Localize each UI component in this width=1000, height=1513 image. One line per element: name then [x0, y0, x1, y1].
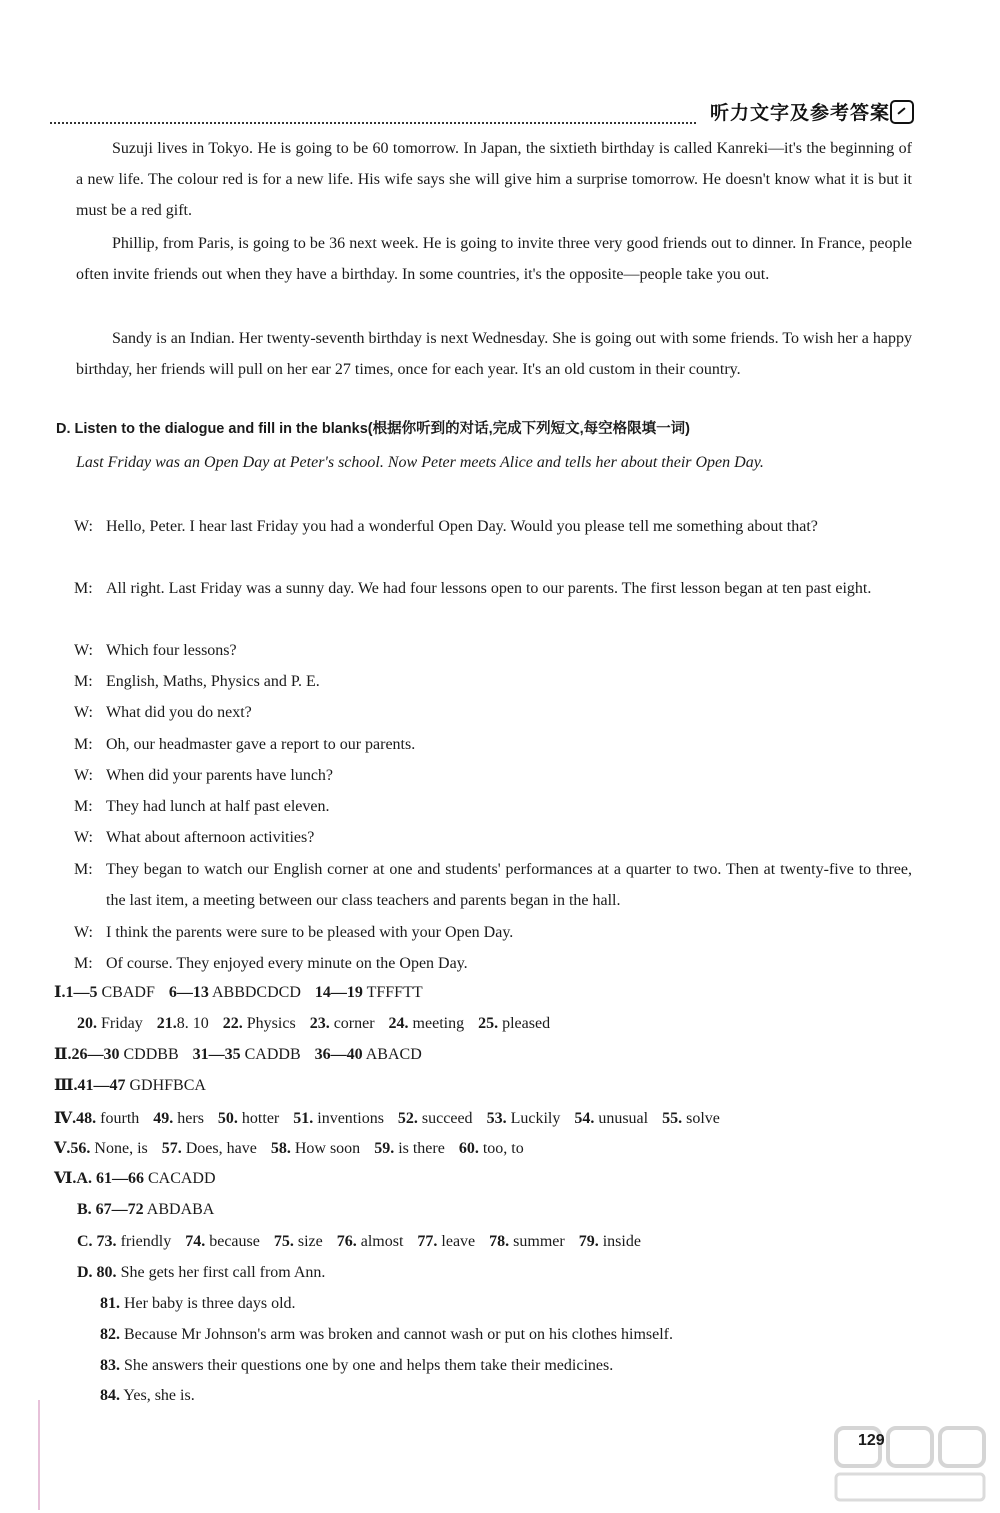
- answer-value: pleased: [502, 1015, 551, 1032]
- answers-row-6a: [54, 1163, 216, 1194]
- answer-value: inventions: [317, 1110, 384, 1127]
- answer-num: 60.: [458, 1140, 479, 1157]
- answer-value: None, is: [94, 1140, 148, 1157]
- section-d-intro: Last Friday was an Open Day at Peter's school. Now Peter meets Alice and tells her about their Open Day.: [76, 454, 764, 471]
- answer-num: 20.: [77, 1015, 97, 1032]
- answer-value: How soon: [294, 1140, 361, 1157]
- passage-phillip: Phillip, from Paris, is going to be 36 next week. He is going to invite three very good friends out to dinner. In France, people often invite friends out when they have a birthday. In some countries, it's the opposite—people take you out.: [76, 235, 912, 283]
- dialogue-text: All right. Last Friday was a sunny day. We had four lessons open to our parents. The first lesson began at ten past eight.: [106, 580, 872, 597]
- dialogue-speaker: M:: [74, 673, 93, 690]
- answer-value: meeting: [412, 1015, 465, 1032]
- dialogue-text: What about afternoon activities?: [106, 829, 315, 846]
- dialogue-line: [74, 917, 912, 948]
- answer-value: CADDB: [244, 1046, 301, 1063]
- watermark-icon: [830, 1420, 990, 1505]
- dialogue-speaker: M:: [74, 580, 93, 597]
- answer-num: 22.: [222, 1015, 243, 1032]
- answer-num: 36—40: [314, 1046, 363, 1063]
- answer-value: succeed: [421, 1110, 473, 1127]
- dialogue-line: [74, 822, 912, 853]
- dialogue-speaker: W:: [74, 924, 93, 941]
- header-title: 听力文字及参考答案: [709, 102, 890, 124]
- answers-row-1a: [54, 977, 423, 1008]
- dialogue-line: [74, 573, 912, 604]
- answer-value: CBADF: [101, 984, 155, 1001]
- answer-value: Luckily: [510, 1110, 561, 1127]
- answer-value: CACADD: [147, 1170, 216, 1187]
- answer-num: 31—35: [192, 1046, 241, 1063]
- page-edge-mark: [38, 1400, 40, 1510]
- dialogue-line: [74, 791, 912, 822]
- answers-row-1b: [77, 1008, 550, 1039]
- dialogue-line: [74, 948, 912, 979]
- answer-value: Because Mr Johnson's arm was broken and cannot wash or put on his clothes himself.: [124, 1326, 673, 1343]
- answer-num: 77.: [417, 1233, 438, 1250]
- answer-num: 51.: [293, 1110, 314, 1127]
- answer-num: 48.: [76, 1110, 97, 1127]
- dialogue-speaker: W:: [74, 704, 93, 721]
- answer-num: 53.: [486, 1110, 507, 1127]
- answer-num: 41—47: [77, 1077, 126, 1094]
- pen-icon: [890, 100, 914, 124]
- answer-value: solve: [686, 1110, 720, 1127]
- dialogue-text: They had lunch at half past eleven.: [106, 798, 330, 815]
- answer-label: Ⅴ.: [54, 1140, 71, 1157]
- answer-num: A. 61—66: [76, 1170, 144, 1187]
- answer-num: C. 73.: [77, 1233, 117, 1250]
- dialogue-line: [74, 697, 912, 728]
- dialogue-text: Oh, our headmaster gave a report to our parents.: [106, 736, 416, 753]
- answer-label: Ⅰ.: [54, 984, 66, 1001]
- answer-label: Ⅵ.: [54, 1170, 77, 1187]
- answer-value: too, to: [482, 1140, 524, 1157]
- answers-row-6d-82: [100, 1319, 673, 1350]
- section-d-heading: D. Listen to the dialogue and fill in the blanks(根据你听到的对话,完成下列短文,每空格限填一词): [56, 421, 690, 437]
- answer-num: 79.: [578, 1233, 599, 1250]
- answer-value: Friday: [101, 1015, 143, 1032]
- answer-value: hers: [177, 1110, 204, 1127]
- answer-value: corner: [333, 1015, 375, 1032]
- answer-value: GDHFBCA: [129, 1077, 206, 1094]
- header-dotted-rule: [50, 122, 696, 124]
- answer-value: leave: [441, 1233, 476, 1250]
- answer-value: is there: [398, 1140, 445, 1157]
- answer-num: 25.: [478, 1015, 499, 1032]
- dialogue-text: What did you do next?: [106, 704, 252, 721]
- answer-value: fourth: [100, 1110, 140, 1127]
- answers-row-6d-84: [100, 1380, 195, 1411]
- answer-num: 24.: [388, 1015, 409, 1032]
- answer-num: 74.: [185, 1233, 206, 1250]
- answer-value: friendly: [120, 1233, 172, 1250]
- answer-value: Does, have: [185, 1140, 257, 1157]
- answer-num: 84.: [100, 1387, 120, 1404]
- answer-num: 83.: [100, 1357, 120, 1374]
- answer-value: almost: [360, 1233, 404, 1250]
- answer-value: summer: [513, 1233, 565, 1250]
- answer-value: inside: [602, 1233, 641, 1250]
- dialogue-text: English, Maths, Physics and P. E.: [106, 673, 320, 690]
- answer-num: 14—19: [314, 984, 363, 1001]
- answers-row-6d-83: [100, 1350, 613, 1381]
- page-number: 129: [858, 1432, 885, 1449]
- dialogue-line: [74, 729, 912, 760]
- dialogue-text: Which four lessons?: [106, 642, 237, 659]
- answer-value: ABBDCDCD: [211, 984, 301, 1001]
- answers-row-2: [54, 1039, 422, 1070]
- dialogue-speaker: W:: [74, 829, 93, 846]
- answer-value: TFFFTT: [366, 984, 423, 1001]
- answer-num: 59.: [374, 1140, 395, 1157]
- answer-value: ABDABA: [146, 1201, 215, 1218]
- answer-num: 54.: [574, 1110, 595, 1127]
- answer-num: 78.: [489, 1233, 510, 1250]
- answers-row-6d-81: [100, 1288, 296, 1319]
- answer-label: Ⅲ.: [54, 1077, 78, 1094]
- dialogue-line: [74, 511, 912, 542]
- dialogue-speaker: M:: [74, 736, 93, 753]
- dialogue-text: When did your parents have lunch?: [106, 767, 334, 784]
- answer-value: Physics: [246, 1015, 296, 1032]
- dialogue-speaker: M:: [74, 798, 93, 815]
- answer-num: 21.: [156, 1015, 177, 1032]
- answer-value: because: [209, 1233, 260, 1250]
- dialogue-line: [74, 760, 912, 791]
- answers-row-6c: [77, 1226, 641, 1257]
- passage-sandy: Sandy is an Indian. Her twenty-seventh birthday is next Wednesday. She is going out with some friends. To wish her a happy birthday, her friends will pull on her ear 27 times, once for each year. It's an old custom in their country.: [76, 330, 912, 378]
- dialogue-line: [74, 854, 912, 916]
- answer-label: Ⅳ.: [54, 1110, 77, 1127]
- dialogue-line: [74, 635, 912, 666]
- dialogue-speaker: W:: [74, 518, 93, 535]
- dialogue-text: I think the parents were sure to be pleased with your Open Day.: [106, 924, 514, 941]
- answers-row-5: [54, 1133, 524, 1164]
- answer-num: B. 67—72: [77, 1201, 144, 1218]
- answer-num: 81.: [100, 1295, 120, 1312]
- answer-value: She answers their questions one by one and helps them take their medicines.: [124, 1357, 614, 1374]
- answer-value: Her baby is three days old.: [124, 1295, 296, 1312]
- answer-num: 1—5: [65, 984, 98, 1001]
- answers-row-6d-80: [77, 1257, 325, 1288]
- answers-row-3: [54, 1070, 206, 1101]
- answer-num: 57.: [161, 1140, 182, 1157]
- answer-value: ABACD: [365, 1046, 422, 1063]
- answers-row-4: [54, 1103, 720, 1134]
- answer-num: 55.: [662, 1110, 683, 1127]
- answer-value: unusual: [598, 1110, 649, 1127]
- answer-num: 26—30: [71, 1046, 120, 1063]
- answer-num: 58.: [270, 1140, 291, 1157]
- answer-num: 49.: [153, 1110, 174, 1127]
- dialogue-text: Hello, Peter. I hear last Friday you had a wonderful Open Day. Would you please tell me something about that?: [106, 518, 818, 535]
- page-header: [50, 98, 916, 128]
- answer-num: D. 80.: [77, 1264, 117, 1281]
- answer-value: She gets her first call from Ann.: [120, 1264, 326, 1281]
- answer-num: 23.: [309, 1015, 330, 1032]
- answer-value: CDDBB: [123, 1046, 179, 1063]
- answer-num: 6—13: [168, 984, 209, 1001]
- answer-num: 50.: [217, 1110, 238, 1127]
- dialogue-speaker: W:: [74, 767, 93, 784]
- answer-label: Ⅱ.: [54, 1046, 72, 1063]
- dialogue-line: [74, 666, 912, 697]
- dialogue-speaker: M:: [74, 955, 93, 972]
- answer-num: 56.: [70, 1140, 91, 1157]
- passage-suzuji: Suzuji lives in Tokyo. He is going to be 60 tomorrow. In Japan, the sixtieth birthday is called Kanreki—it's the beginning of a new life. The colour red is for a new life. His wife says she will give him a surprise tomorrow. He doesn't know what it is but it must be a red gift.: [76, 140, 912, 219]
- answers-row-6b: [77, 1194, 214, 1225]
- answer-num: 52.: [397, 1110, 418, 1127]
- answer-value: hotter: [241, 1110, 280, 1127]
- answer-value: size: [297, 1233, 323, 1250]
- dialogue-speaker: M:: [74, 861, 93, 878]
- answer-value: Yes, she is.: [123, 1387, 195, 1404]
- dialogue-text: Of course. They enjoyed every minute on the Open Day.: [106, 955, 468, 972]
- answer-value: 8. 10: [176, 1015, 209, 1032]
- answer-num: 75.: [273, 1233, 294, 1250]
- answer-num: 82.: [100, 1326, 120, 1343]
- answer-num: 76.: [336, 1233, 357, 1250]
- dialogue-text: They began to watch our English corner at one and students' performances at a quarter to two. Then at twenty-five to three, the last item, a meeting between our class teachers and parents began in the hall.: [106, 861, 912, 909]
- dialogue-speaker: W:: [74, 642, 93, 659]
